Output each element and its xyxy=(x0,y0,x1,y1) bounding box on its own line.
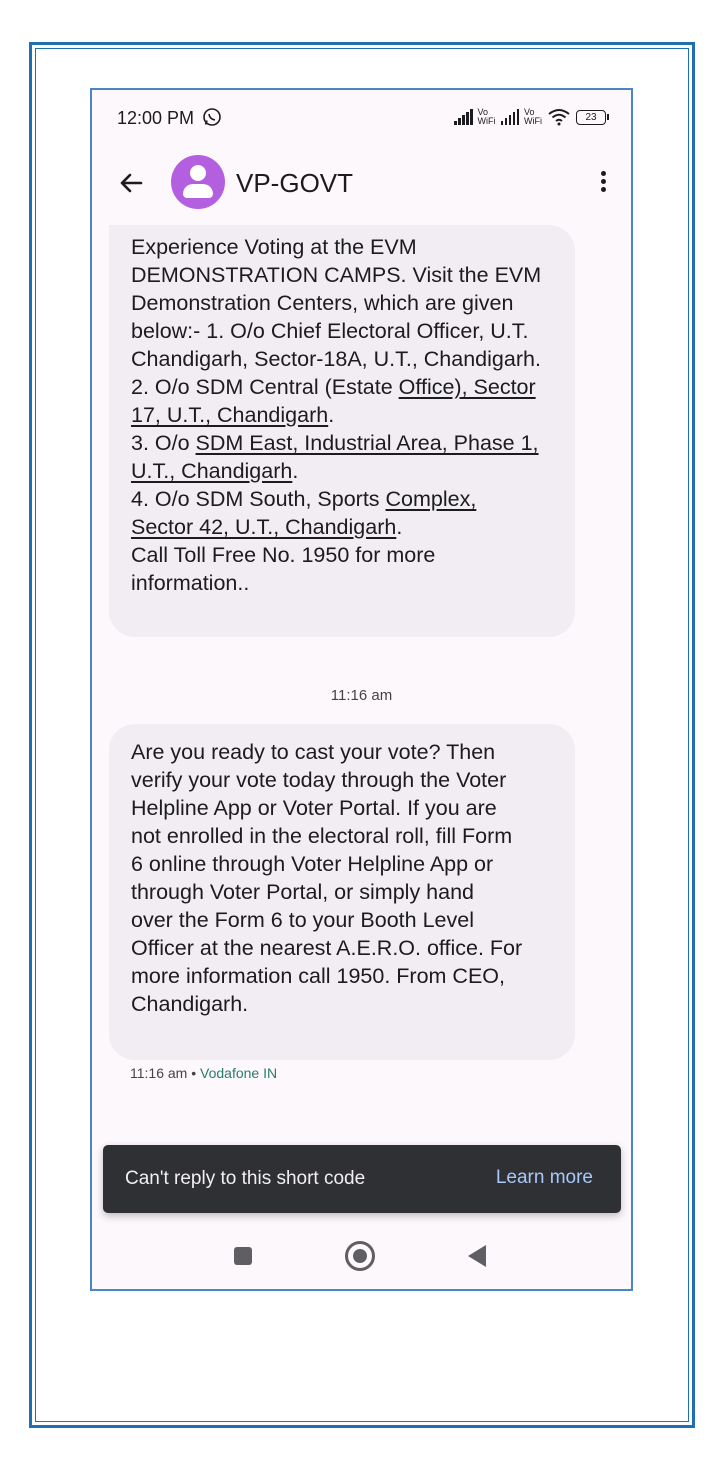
message-text: Experience Voting at the EVM xyxy=(131,235,417,259)
app-bar xyxy=(92,150,631,216)
address-link[interactable]: Sector 42, U.T., Chandigarh xyxy=(131,515,397,539)
address-link[interactable]: SDM East, Industrial Area, Phase 1, xyxy=(195,431,539,455)
address-link[interactable]: U.T., Chandigarh xyxy=(131,459,293,483)
address-link[interactable]: Office), Sector xyxy=(398,375,536,399)
learn-more-button[interactable]: Learn more xyxy=(495,1167,593,1188)
message-text: through Voter Portal, or simply hand xyxy=(131,880,474,904)
message-text: Helpline App or Voter Portal. If you are xyxy=(131,796,497,820)
contact-avatar[interactable] xyxy=(171,155,225,209)
message-text: 6 online through Voter Helpline App or xyxy=(131,852,494,876)
message-line xyxy=(131,345,555,373)
status-icons xyxy=(454,108,606,126)
signal-icon-2 xyxy=(501,109,520,125)
message-text: information.. xyxy=(131,571,250,595)
message-text: . xyxy=(328,403,335,427)
more-options-icon[interactable] xyxy=(593,168,613,198)
timestamp-divider: 11:16 am xyxy=(330,687,393,704)
message-text: more information call 1950. From CEO, xyxy=(131,964,505,988)
message-line xyxy=(131,766,555,794)
message-text: 4. O/o SDM South, Sports xyxy=(131,487,386,511)
message-line xyxy=(131,990,555,1018)
message-text: verify your vote today through the Voter xyxy=(131,768,507,792)
battery-icon: 23 xyxy=(576,110,606,125)
person-icon-head xyxy=(190,165,206,181)
snackbar-text: Can't reply to this short code xyxy=(125,1168,366,1189)
message-text: Officer at the nearest A.E.R.O. office. For xyxy=(131,936,523,960)
message-text: Are you ready to cast your vote? Then xyxy=(131,740,496,764)
message-line xyxy=(131,233,555,261)
navigation-bar xyxy=(92,1230,631,1280)
message-line xyxy=(131,934,555,962)
message-text: 3. O/o xyxy=(131,431,196,455)
wifi-icon xyxy=(547,108,571,126)
message-bubble-2[interactable] xyxy=(109,724,575,1060)
message-line xyxy=(131,569,555,597)
message-line xyxy=(131,289,555,317)
message-line xyxy=(131,906,555,934)
back-arrow-icon[interactable] xyxy=(114,166,148,200)
signal-icon xyxy=(454,109,473,125)
message-text: not enrolled in the electoral roll, fill Form xyxy=(131,824,513,848)
message-line xyxy=(131,541,555,569)
status-bar xyxy=(92,90,631,146)
message-text: . xyxy=(396,515,403,539)
message-line xyxy=(131,485,555,513)
message-text: over the Form 6 to your Booth Level xyxy=(131,908,474,932)
carrier-name: Vodafone IN xyxy=(200,1065,278,1081)
message-line xyxy=(131,962,555,990)
message-line xyxy=(131,738,555,766)
vowifi-icon: Vo WiFi xyxy=(477,107,496,126)
message-text: Demonstration Centers, which are given xyxy=(131,291,514,315)
message-text: below:- 1. O/o Chief Electoral Officer, U.T. xyxy=(131,319,529,343)
message-text: DEMONSTRATION CAMPS. Visit the EVM xyxy=(131,263,542,287)
message-line xyxy=(131,513,555,541)
meta-separator: • xyxy=(187,1065,201,1081)
snackbar xyxy=(103,1145,621,1213)
address-link[interactable]: 17, U.T., Chandigarh xyxy=(131,403,329,427)
phone-screen xyxy=(90,88,633,1291)
nav-back-icon[interactable] xyxy=(468,1245,486,1267)
whatsapp-notification-icon xyxy=(202,107,222,127)
message-text: . xyxy=(292,459,299,483)
message-line xyxy=(131,822,555,850)
message-line xyxy=(131,373,555,401)
message-line xyxy=(131,850,555,878)
address-link[interactable]: Complex, xyxy=(385,487,477,511)
message-line xyxy=(131,429,555,457)
message-bubble-1[interactable] xyxy=(109,225,575,637)
message-line xyxy=(131,878,555,906)
message-meta xyxy=(130,1065,277,1081)
message-time: 11:16 am xyxy=(130,1065,188,1081)
message-line xyxy=(131,261,555,289)
recents-icon[interactable] xyxy=(234,1247,252,1265)
message-line xyxy=(131,317,555,345)
status-time: 12:00 PM xyxy=(117,108,195,128)
message-text: 2. O/o SDM Central (Estate xyxy=(131,375,399,399)
contact-name[interactable]: VP-GOVT xyxy=(236,168,354,198)
home-icon[interactable] xyxy=(345,1241,375,1271)
message-text: Call Toll Free No. 1950 for more xyxy=(131,543,436,567)
message-line xyxy=(131,794,555,822)
message-text: Chandigarh. xyxy=(131,992,249,1016)
vowifi-icon-2: Vo WiFi xyxy=(524,107,542,126)
message-text: Chandigarh, Sector-18A, U.T., Chandigarh. xyxy=(131,347,541,371)
person-icon-body xyxy=(183,184,213,198)
message-line xyxy=(131,401,555,429)
message-line xyxy=(131,457,555,485)
